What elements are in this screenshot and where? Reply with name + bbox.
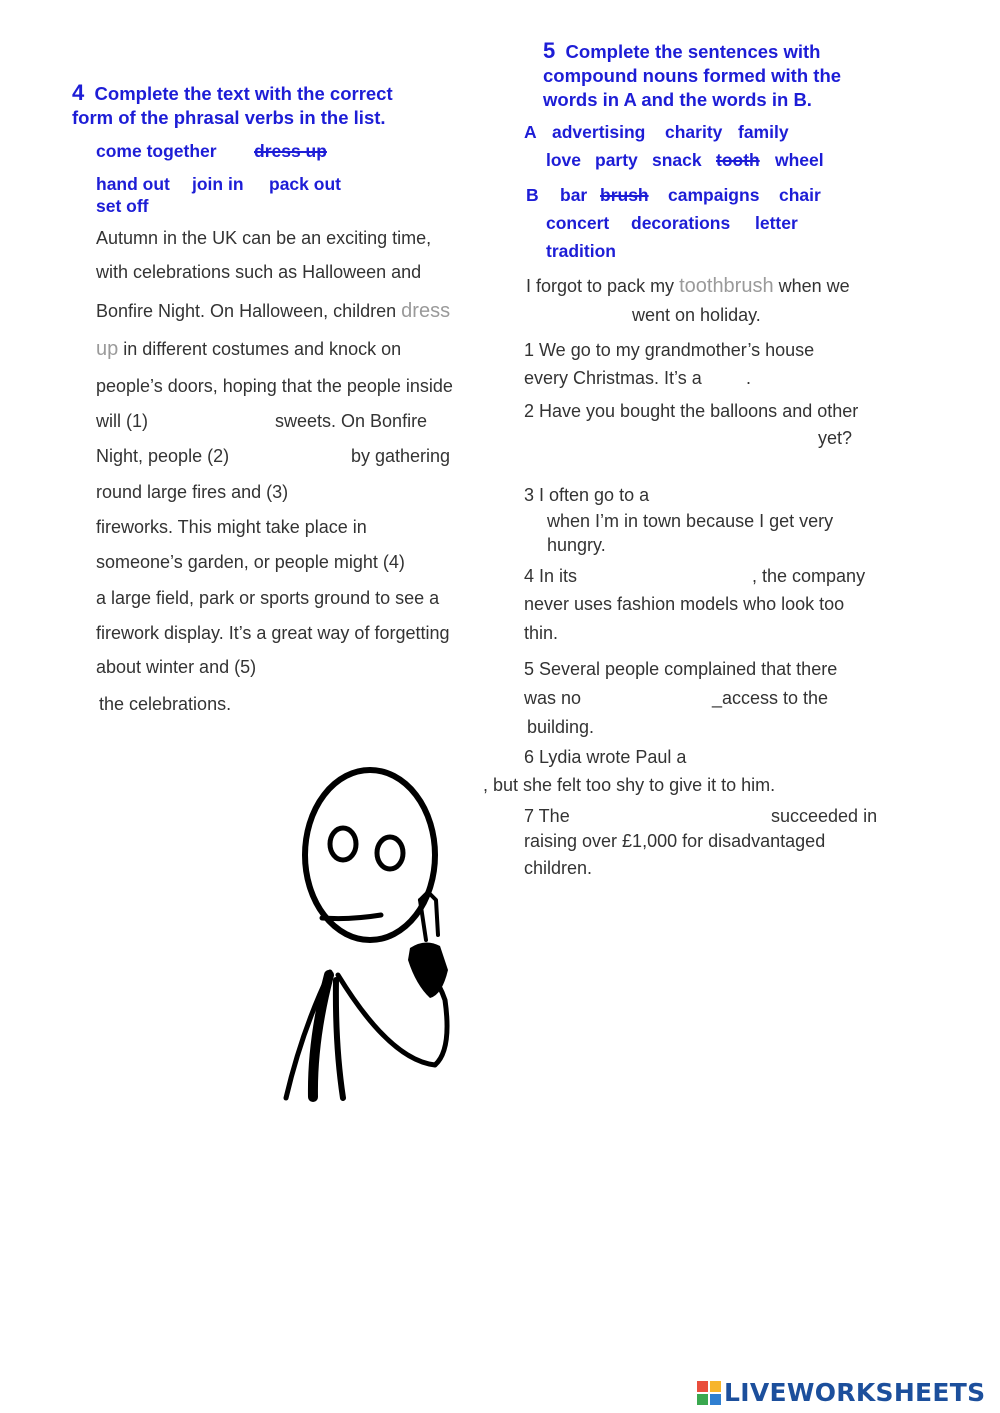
logo-tile-4 <box>710 1394 721 1405</box>
list-b-brush-crossed: brush <box>600 185 649 205</box>
list-b-chair: chair <box>779 185 821 205</box>
list-a-charity: charity <box>665 122 723 142</box>
text-line-6-rest: sweets. On Bonfire <box>275 411 428 431</box>
sentence-7-line-2: raising over £1,000 for disadvantaged <box>524 831 826 851</box>
example-part-b: when we <box>778 276 850 296</box>
leg-line <box>336 980 343 1098</box>
answer-field-sentence-7[interactable] <box>582 803 764 827</box>
sentence-1-line-2: every Christmas. It’s a <box>524 368 702 388</box>
sentence-7-start: 7 The <box>524 806 570 826</box>
answer-field-gap-4[interactable] <box>434 549 474 573</box>
logo-tile-2 <box>710 1381 721 1392</box>
sentence-4-line-2: never uses fashion models who look too <box>524 594 845 614</box>
text-line-3-body: Bonfire Night. On Halloween, children <box>96 301 397 321</box>
list-b-campaigns: campaigns <box>668 185 760 205</box>
word-come-together: come together <box>96 141 217 161</box>
text-line-2: with celebrations such as Halloween and <box>96 262 422 282</box>
exercise-4-number: 4 <box>72 80 85 105</box>
text-line-1: Autumn in the UK can be an exciting time, <box>96 228 432 248</box>
mouth <box>322 915 381 919</box>
answer-field-sentence-5[interactable] <box>592 685 710 709</box>
example-answer-dress: dress <box>401 300 451 322</box>
sentence-3-line-1: 3 I often go to a <box>524 485 650 505</box>
answer-field-sentence-2[interactable] <box>530 425 810 449</box>
example-sentence <box>526 275 850 298</box>
logo-tile-1 <box>697 1381 708 1392</box>
stick-figure-illustration <box>280 760 460 1105</box>
text-line-12: firework display. It’s a great way of forgetting <box>96 623 450 643</box>
exercise-5-instruction-line-2: compound nouns formed with the <box>543 65 842 86</box>
sentence-3-line-2: when I’m in town because I get very <box>547 511 834 531</box>
text-line-5: people’s doors, hoping that the people inside <box>96 376 453 396</box>
example-part-c: went on holiday. <box>632 305 761 325</box>
list-a-tooth-crossed: tooth <box>716 150 760 170</box>
gap-4-label: someone’s garden, or people might (4) <box>96 552 405 572</box>
text-line-11: a large field, park or sports ground to see a <box>96 588 440 608</box>
text-line-9: fireworks. This might take place in <box>96 517 367 537</box>
exercise-5-number: 5 <box>543 38 556 63</box>
sentence-4-start: 4 In its <box>524 566 578 586</box>
answer-field-gap-3[interactable] <box>308 479 468 503</box>
gap-5-label: about winter and (5) <box>96 657 257 677</box>
list-b-concert: concert <box>546 213 610 233</box>
sentence-4-rest: , the company <box>752 566 866 586</box>
answer-field-sentence-6[interactable] <box>712 744 882 768</box>
list-a-advertising: advertising <box>552 122 646 142</box>
answer-field-gap-1[interactable] <box>160 408 268 432</box>
text-line-4-body: in different costumes and knock on <box>123 339 402 359</box>
text-line-7-rest: by gathering <box>351 446 451 466</box>
list-a-wheel: wheel <box>775 150 824 170</box>
answer-field-gap-2[interactable] <box>244 443 344 467</box>
sentence-2-end: yet? <box>818 428 853 448</box>
list-b-bar: bar <box>560 185 588 205</box>
sentence-3-line-3: hungry. <box>547 535 606 555</box>
logo-tiles <box>697 1381 721 1405</box>
sentence-5-line-3: building. <box>527 717 595 737</box>
exercise-5-instruction-line-1: Complete the sentences with <box>565 41 821 62</box>
exercise-4-instruction-line-1: Complete the text with the correct <box>94 83 393 104</box>
word-set-off: set off <box>96 196 149 216</box>
sentence-1-line-1: 1 We go to my grandmother’s house <box>524 340 815 360</box>
word-join-in: join in <box>192 174 244 194</box>
sentence-1-end: . <box>746 368 752 388</box>
sentence-5-line-1: 5 Several people complained that there <box>524 659 838 679</box>
right-eye <box>377 837 403 869</box>
list-b-label: B <box>526 185 539 205</box>
word-hand-out: hand out <box>96 174 170 194</box>
sentence-6-line-1: 6 Lydia wrote Paul a <box>524 747 687 767</box>
list-a-love: love <box>546 150 582 170</box>
sentence-5-rest: _access to the <box>712 688 829 708</box>
left-eye <box>330 828 356 860</box>
liveworksheets-logo <box>697 1378 985 1407</box>
text-line-3 <box>96 300 450 323</box>
answer-field-gap-5[interactable] <box>274 654 464 678</box>
logo-brand-text: LIVEWORKSHEETS <box>724 1378 986 1407</box>
list-a-label: A <box>524 122 537 142</box>
exercise-5-heading <box>543 38 820 64</box>
exercise-4-heading <box>72 80 393 106</box>
sentence-4-line-3: thin. <box>524 623 559 643</box>
answer-field-sentence-4[interactable] <box>588 563 748 587</box>
exercise-4-instruction-line-2: form of the phrasal verbs in the list. <box>72 107 386 128</box>
list-a-party: party <box>595 150 638 170</box>
text-line-4 <box>96 338 401 361</box>
sentence-5-start: was no <box>524 688 582 708</box>
gap-1-label: will (1) <box>96 411 148 431</box>
sentence-6-line-2: , but she felt too shy to give it to him. <box>483 775 776 795</box>
word-dress-up-crossed: dress up <box>254 141 327 161</box>
example-part-a: I forgot to pack my <box>526 276 675 296</box>
list-a-family: family <box>738 122 789 142</box>
text-line-14: the celebrations. <box>99 694 232 714</box>
list-b-letter: letter <box>755 213 798 233</box>
body-line <box>313 975 329 1097</box>
list-b-tradition: tradition <box>546 241 616 261</box>
sentence-7-line-3: children. <box>524 858 593 878</box>
answer-field-sentence-3[interactable] <box>664 482 864 506</box>
answer-field-sentence-1[interactable] <box>712 365 744 389</box>
example-answer-toothbrush: toothbrush <box>679 275 774 297</box>
sentence-2-line-1: 2 Have you bought the balloons and other <box>524 401 859 421</box>
gap-3-label: round large fires and (3) <box>96 482 289 502</box>
list-b-decorations: decorations <box>631 213 731 233</box>
exercise-5-instruction-line-3: words in A and the words in B. <box>543 89 812 110</box>
list-a-snack: snack <box>652 150 702 170</box>
sentence-7-rest: succeeded in <box>771 806 878 826</box>
example-answer-up: up <box>96 338 119 360</box>
gap-2-label: Night, people (2) <box>96 446 230 466</box>
logo-tile-3 <box>697 1394 708 1405</box>
word-pack-out: pack out <box>269 174 341 194</box>
